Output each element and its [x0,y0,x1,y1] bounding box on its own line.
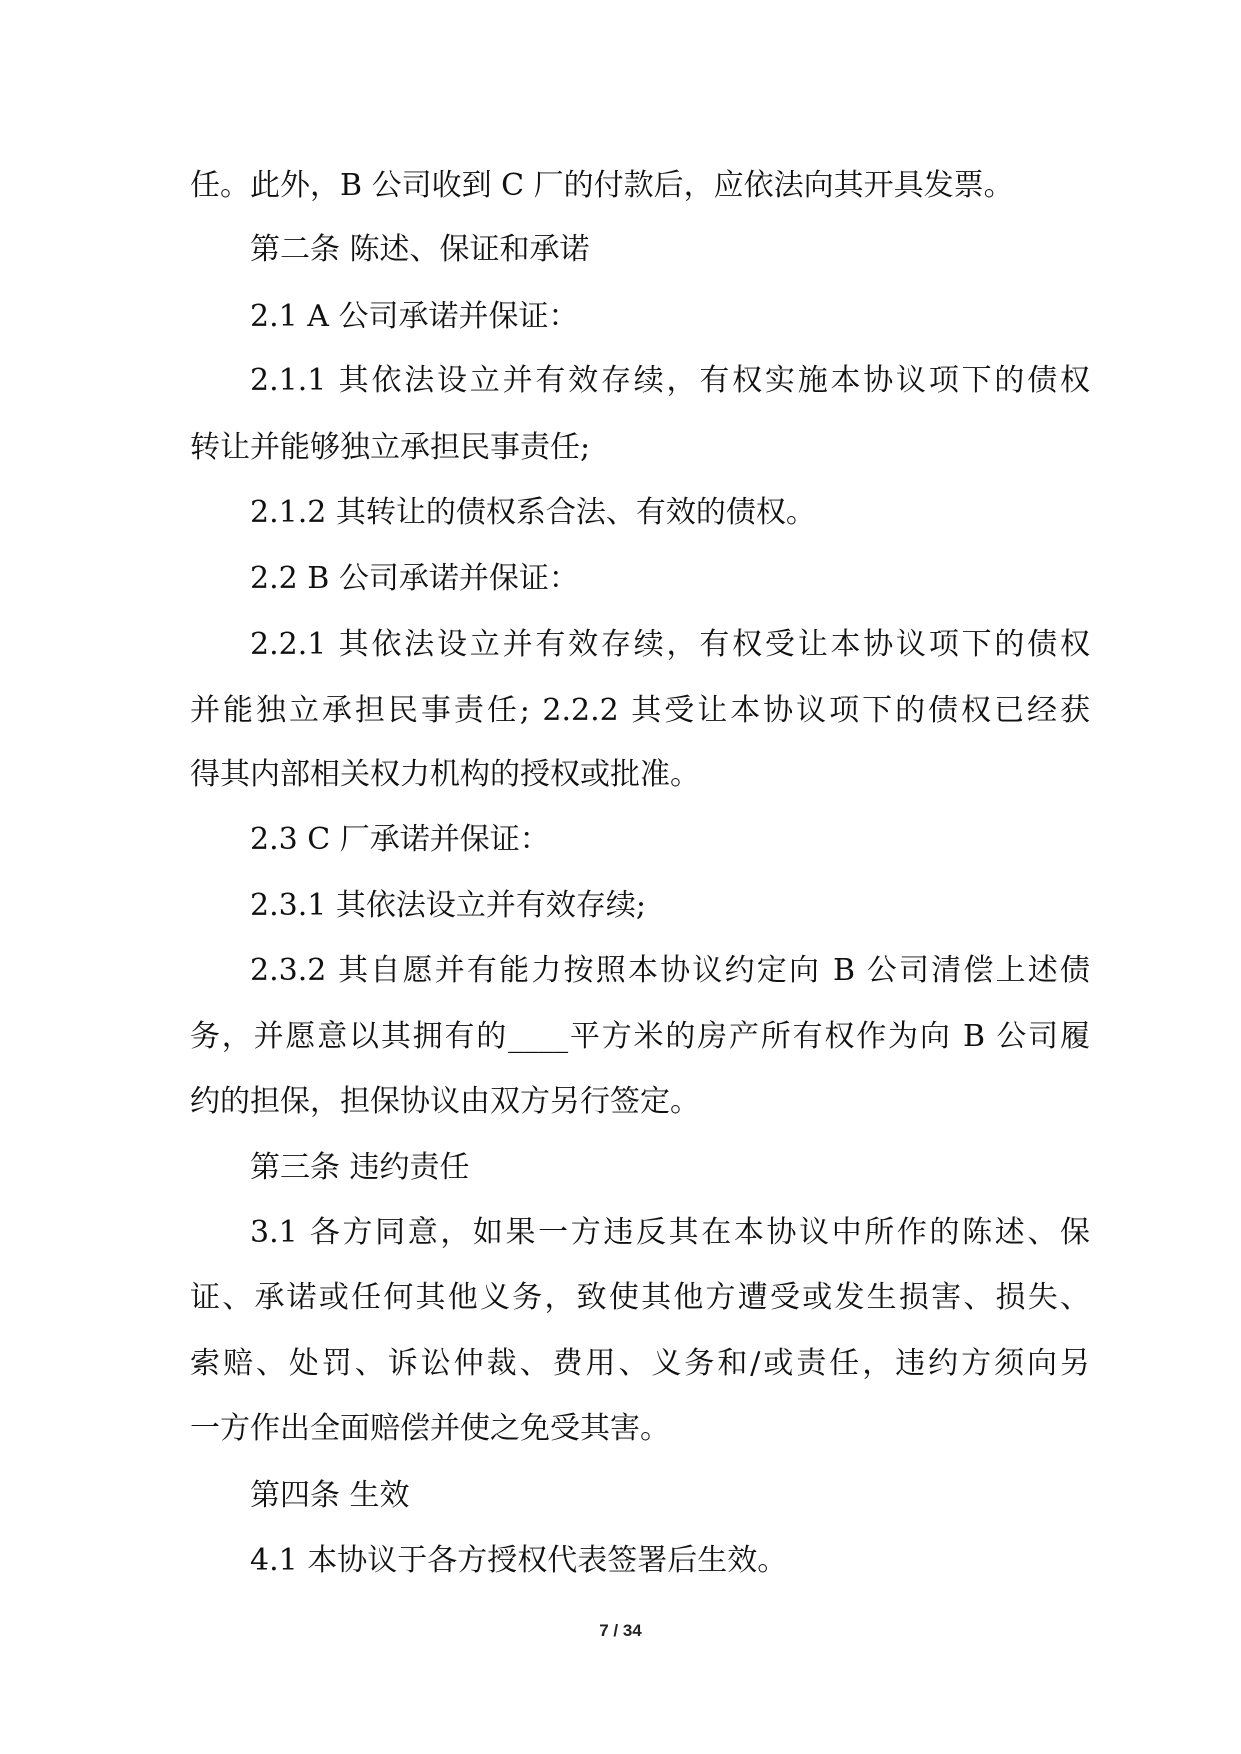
body-text-line: 索赔、处罚、诉讼仲裁、费用、义务和/或责任，违约方须向另 [190,1346,1090,1381]
body-text-line: 2.1.2 其转让的债权系合法、有效的债权。 [250,495,816,530]
body-text-line: 约的担保，担保协议由双方另行签定。 [190,1084,700,1119]
body-text-line: 2.2.1 其依法设立并有效存续，有权受让本协议项下的债权 [250,627,1090,662]
body-text-line: 2.1.1 其依法设立并有效存续，有权实施本协议项下的债权 [250,363,1090,398]
body-text-line: 3.1 各方同意，如果一方违反其在本协议中所作的陈述、保 [250,1215,1090,1250]
body-text-line: 务，并愿意以其拥有的____平方米的房产所有权作为向 B 公司履 [190,1019,1090,1054]
body-text-line: 2.3.2 其自愿并有能力按照本协议约定向 B 公司清偿上述债 [250,953,1090,988]
body-text-line: 一方作出全面赔偿并使之免受其害。 [190,1411,670,1446]
clause-heading: 2.2 B 公司承诺并保证： [250,561,579,596]
body-text-line: 转让并能够独立承担民事责任; [190,430,591,465]
section-heading: 第四条 生效 [250,1478,410,1513]
page-number: 7 / 34 [599,1621,642,1640]
body-text-line: 得其内部相关权力机构的授权或批准。 [190,757,700,792]
clause-heading: 2.3 C 厂承诺并保证： [250,822,550,857]
section-heading: 第三条 违约责任 [250,1150,470,1185]
body-text-line: 4.1 本协议于各方授权代表签署后生效。 [250,1543,788,1578]
body-text-line: 2.3.1 其依法设立并有效存续; [250,888,646,923]
body-text-line: 并能独立承担民事责任; 2.2.2 其受让本协议项下的债权已经获 [190,693,1090,728]
clause-heading: 2.1 A 公司承诺并保证： [250,299,579,334]
body-text-line: 任。此外，B 公司收到 C 厂的付款后，应依法向其开具发票。 [190,168,1014,203]
body-text-line: 证、承诺或任何其他义务，致使其他方遭受或发生损害、损失、 [190,1280,1090,1315]
section-heading: 第二条 陈述、保证和承诺 [250,232,590,267]
